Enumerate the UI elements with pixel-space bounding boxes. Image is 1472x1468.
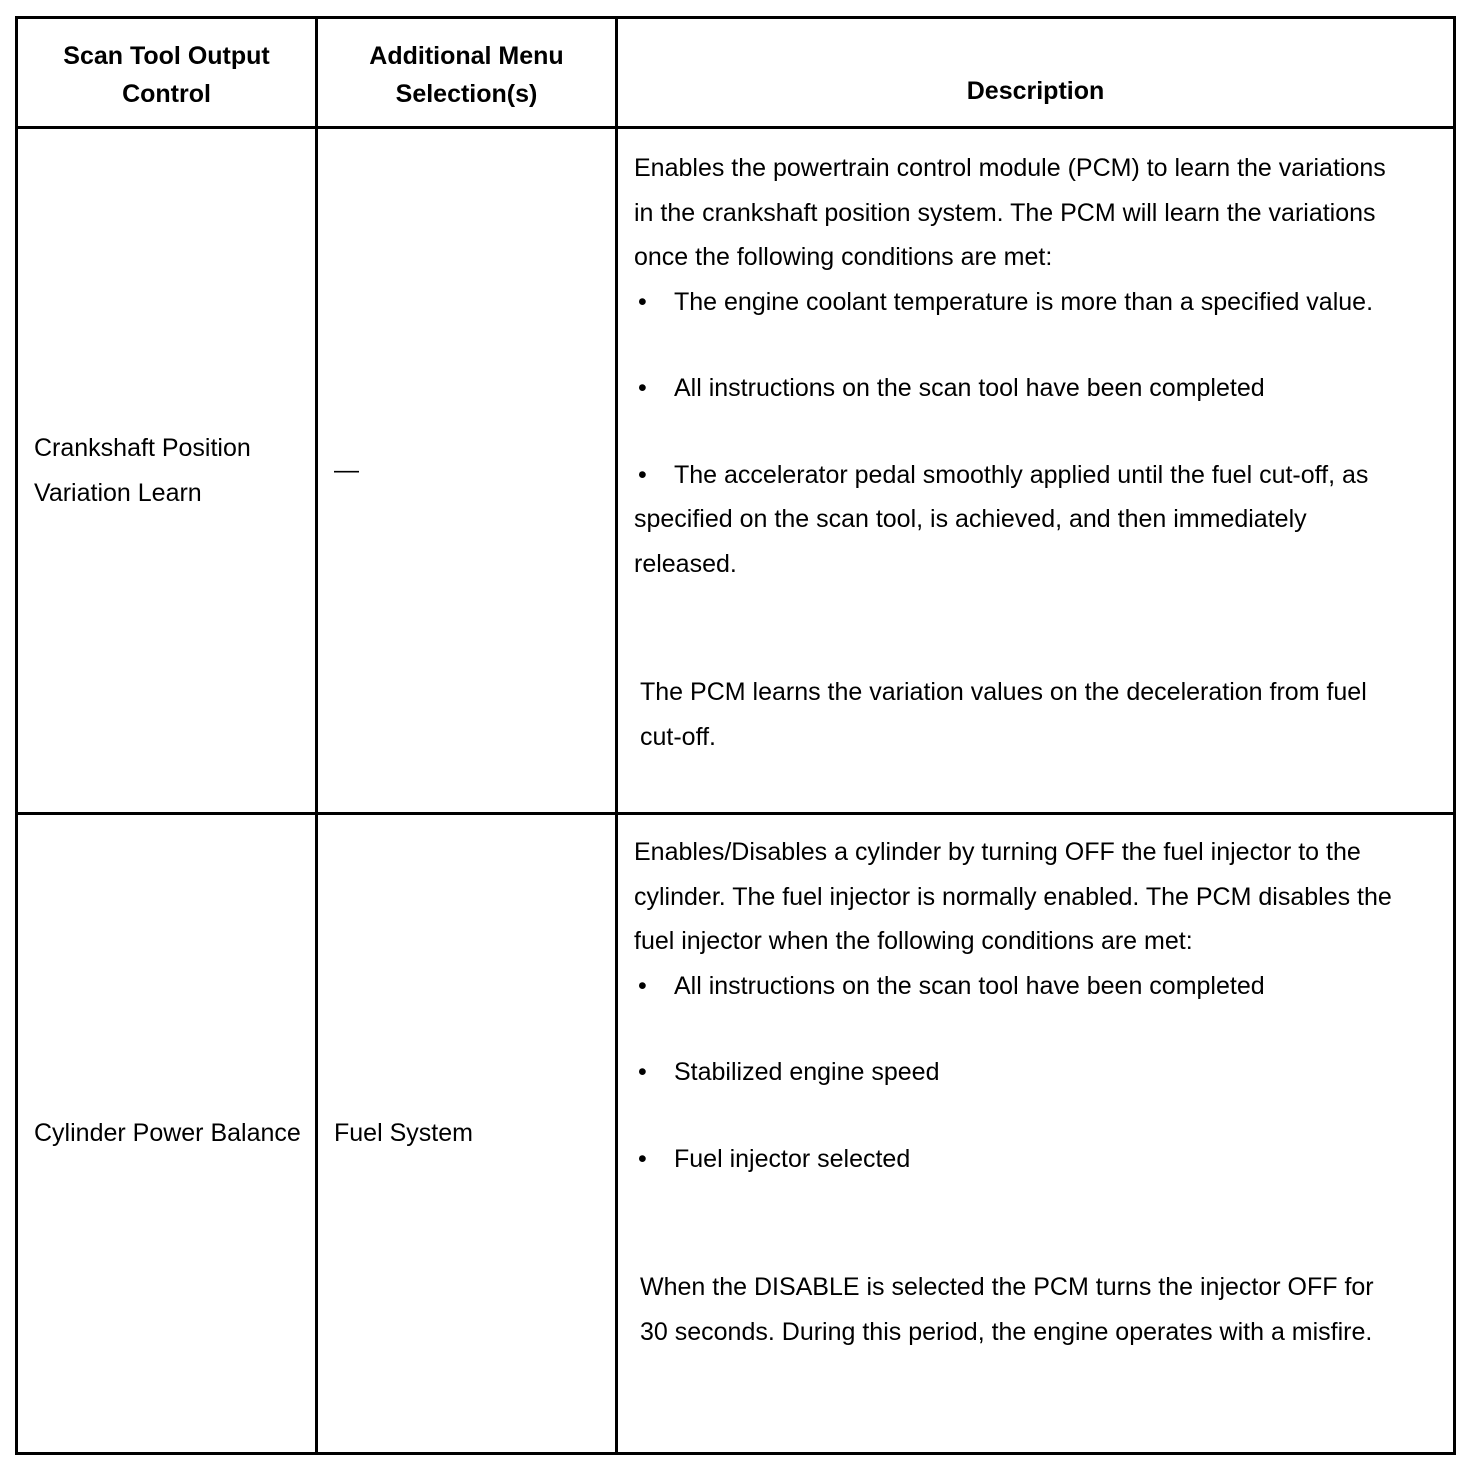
header-output-control: Scan Tool Output Control xyxy=(17,18,317,128)
bullet-icon: • xyxy=(638,1058,647,1086)
bullet-icon: • xyxy=(638,971,647,1000)
output-control-table xyxy=(15,16,1456,1455)
table-row xyxy=(17,814,1455,1454)
description-note: The PCM learns the variation values on the deceleration from fuel cut-off. xyxy=(640,678,1367,751)
condition-item xyxy=(634,453,1393,587)
description-cell xyxy=(617,128,1455,814)
condition-text: Fuel injector selected xyxy=(674,1144,911,1173)
description-intro: Enables the powertrain control module (PCM) to learn the variations in the crankshaft position system. The PCM will learn the variations once the following conditions are met: xyxy=(634,154,1386,271)
table-header-row xyxy=(17,18,1455,128)
bullet-icon: • xyxy=(638,460,647,489)
condition-text: All instructions on the scan tool have been completed xyxy=(674,374,1265,402)
condition-text: The accelerator pedal smoothly applied until the fuel cut-off, as specified on the scan tool, is achieved, and then immediately released. xyxy=(634,460,1369,578)
bullet-icon: • xyxy=(638,1144,647,1173)
condition-item xyxy=(634,366,1393,411)
condition-item xyxy=(634,280,1393,325)
output-control-name: Cylinder Power Balance xyxy=(17,814,317,1454)
condition-text: All instructions on the scan tool have been completed xyxy=(674,971,1265,1000)
condition-item xyxy=(634,1137,1393,1182)
bullet-icon: • xyxy=(638,287,647,316)
condition-item xyxy=(634,1050,1393,1095)
condition-item xyxy=(634,964,1393,1009)
condition-text: The engine coolant temperature is more than a specified value. xyxy=(674,287,1374,316)
description-note: When the DISABLE is selected the PCM turns the injector OFF for 30 seconds. During this period, the engine operates with a misfire. xyxy=(640,1273,1374,1346)
menu-selection: — xyxy=(317,128,617,814)
bullet-icon: • xyxy=(638,374,647,402)
condition-text: Stabilized engine speed xyxy=(674,1058,940,1086)
table-row xyxy=(17,128,1455,814)
header-menu-selections: Additional Menu Selection(s) xyxy=(317,18,617,128)
header-description: Description xyxy=(617,18,1455,128)
description-cell xyxy=(617,814,1455,1454)
output-control-name: Crankshaft Position Variation Learn xyxy=(17,128,317,814)
description-intro: Enables/Disables a cylinder by turning OFF the fuel injector to the cylinder. The fuel injector is normally enabled. The PCM disables the fuel injector when the following conditions are met: xyxy=(634,838,1392,955)
menu-selection: Fuel System xyxy=(317,814,617,1454)
